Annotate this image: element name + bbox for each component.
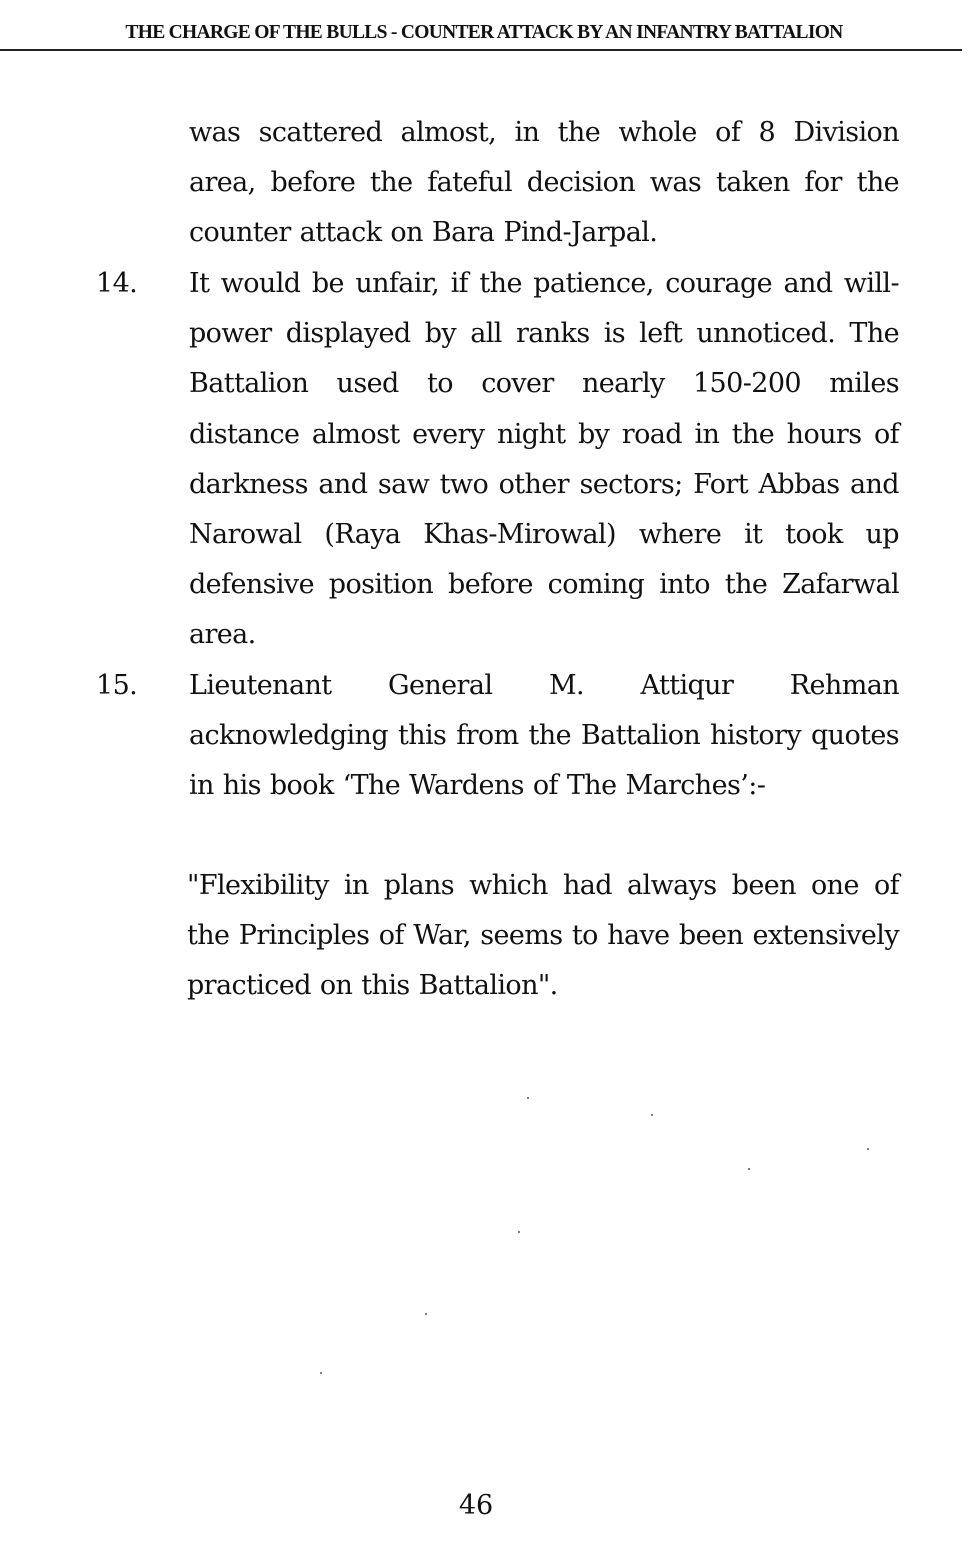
scan-speck <box>651 1114 653 1116</box>
paragraph-number-14: 14. <box>96 268 138 299</box>
running-title: THE CHARGE OF THE BULLS - COUNTER ATTACK BY AN INFANTRY BATTALION <box>125 22 843 43</box>
scan-speck <box>867 1148 869 1150</box>
continued-paragraph: was scattered almost, in the whole of 8 Division area, before the fateful decision was taken for the counter attack on Bara Pind-Jarpal. <box>189 117 899 249</box>
paragraph-15-text: Lieutenant General M. Attiqur Rehman acknowledging this from the Battalion history quotes in his book ‘The Wardens of The Marches’:- <box>189 670 899 802</box>
paragraph-number-15: 15. <box>96 670 138 701</box>
page-number: 46 <box>458 1490 494 1521</box>
scan-speck <box>518 1231 520 1233</box>
block-quote: "Flexibility in plans which had always been one of the Principles of War, seems to have been extensively practiced on this Battalion". <box>187 870 899 1002</box>
scan-speck <box>320 1372 322 1374</box>
scan-speck <box>425 1313 427 1315</box>
scan-speck <box>748 1168 750 1170</box>
scan-speck <box>527 1097 529 1099</box>
paragraph-14-text: It would be unfair, if the patience, courage and will-power displayed by all ranks is left unnoticed. The Battalion used to cover nearly 150-200 miles distance almost every night by road in the hours of darkness and saw two other sectors; Fort Abbas and Narowal (Raya Khas-Mirowal) where it took up defensive position before coming into the Zafarwal area. <box>189 268 899 651</box>
header-rule <box>0 49 962 51</box>
